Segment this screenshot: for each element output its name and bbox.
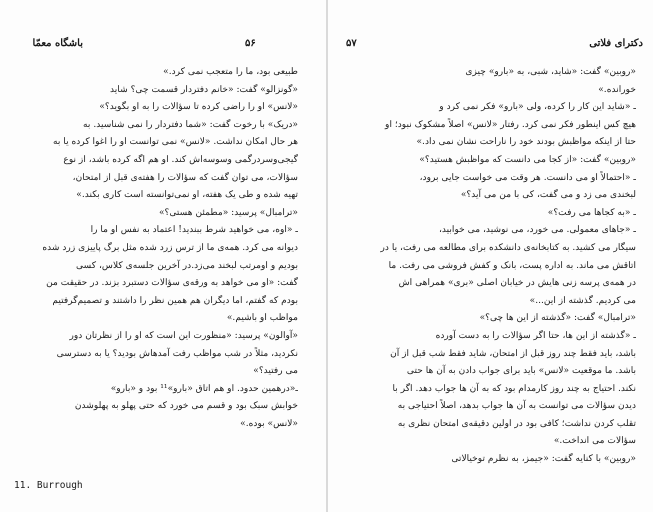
text-line: لبخندی می زد و می گفت، کی با من می آید؟» [460,190,636,201]
text-line: «گونزالو» گفت: «خانم دفتردار قسمت چی؟ شاید [110,84,298,95]
text-line: می کردیم. گذشته از این...» [529,295,636,306]
text-line: سیگار می کشید. به کتابخانه‌ی دانشکده برای مطالعه می رفت، یا در [380,242,636,253]
book-gutter [326,0,328,512]
text-line: مواظب او باشیم.» [226,313,298,324]
text-line: ـ «احتمالاً او می دانست. هر وقت می خواست جایی برود، [419,172,636,183]
text-line: «روبین» با کنایه گفت: «جیمز، به نظرم توخیالاتی [451,454,636,465]
text-line: گفت: «او می خواهد به ورقه‌ی سؤالات دستبرد بزند. در حقیقت من [46,278,298,289]
text-line: سؤالات، می توان گفت که سؤالات را هفته‌ی قبل از امتحان، [72,172,298,183]
left-page-number: ۵۶ [245,38,256,49]
text-line: بودیم و او‌مرتب لبخند می‌زد.در آخرین جلسه‌ی کلاس، کسی [76,260,298,271]
right-page-number: ۵۷ [346,38,357,49]
text-line: «دریک» با رخوت گفت: «شما دفتردار را نمی شناسید. به [83,119,298,130]
right-running-title: دکترای فلاتی [589,38,643,49]
text-line: ـ «اوه، می خواهید شرط ببندید! اعتماد به نفس او ما را [90,225,298,236]
text-line: خوابش سبک بود و قسم می خورد که حتی پهلو به پهلوشدن [74,401,298,412]
text-line: «لانس» او را راضی کرده تا سؤالات را به او بگوید؟» [99,102,298,113]
text-line: «آوالون» پرسید: «منظورت این است که او را از نظرتان دور [69,330,298,341]
text-line: تهیه شده و طی یک هفته، او نمی‌توانسته است کاری بکند.» [76,190,298,201]
text-line: دیدن سؤالات می توانست به آن ها جواب بدهد، اصلاً احتیاجی به [397,401,636,412]
left-running-title: باشگاه معمّا [32,38,83,49]
left-body-text [38,64,298,433]
text-line: «ترامبال» گفت: «گذشته از این ها چی؟» [479,313,636,324]
text-line: تقلب کردن نداشت؛ کافی بود در اولین دقیقه‌ی امتحان نظری به [397,418,636,429]
text-line: باشد، باید فقط چند روز قبل از امتحان، شاید فقط شب قبل از آن [390,348,636,359]
text-line: ـ«درهمین حدود. او هم اتاق «بارو»¹¹ بود و «بارو» [110,383,298,394]
text-line: ـ «گذشته از این ها، حتا اگر سؤالات را به دست آورده [435,330,636,341]
text-line: هر حال امکان نداشت. «لانس» نمی توانست او را اغوا کرده یا به [53,137,298,148]
text-line: ـ «به کجاها می رفت؟» [547,207,636,218]
text-line: خورانده.» [598,84,636,95]
text-line: اتاقش می ماند. به اداره پست، بانک و کفش فروشی می رفت. ما [388,260,636,271]
text-line: «لانس» بوده.» [240,418,298,429]
text-line: «ترامبال» پرسید: «مطمئن هستی؟» [158,207,298,218]
text-line: بودم که گفتم، اما دیگران هم همین نظر را داشتند و تصمیم‌گرفتیم [52,295,298,306]
footnote: 11. Burrough [14,480,83,491]
text-line: سؤالات می انداخت.» [553,436,636,447]
right-body-text [336,64,636,469]
text-line: می رفتید؟» [253,366,298,377]
text-line: نکردید، مثلاً در شب مواظب رفت آمدهاش بودید؟ یا به دسترسی [56,348,298,359]
text-line: در همه‌ی پرسه زنی هایش در خیابان اصلی «بری» همراهی اش [398,278,636,289]
text-line: حتا از اینکه مواظبش بودند خود را ناراحت نشان نمی داد.» [416,137,636,148]
text-line: ـ «شاید این کار را کرده، ولی «بارو» فکر نمی کرد و [439,102,636,113]
text-line: طبیعی بود، ما را متعجب نمی کرد.» [163,67,298,77]
text-line: دیوانه می کرد. همه‌ی ما از ترس زرد شده مثل برگ پاییزی زرد شده [42,242,298,253]
text-line: ـ «جاهای معمولی. می خورد، می نوشید، می خوابید، [438,225,636,236]
text-line: «روبین» گفت: «از کجا می دانست که مواظبش هستید؟» [419,154,636,165]
text-line: «روبین» گفت: «شاید، شبی، به «بارو» چیزی [465,67,636,77]
text-line: باشد. ما موقعیت «لانس» باید برای جواب دادن به آن ها حتی [406,366,636,377]
right-page [328,0,653,512]
text-line: گیجی‌و‌سردرگمی وسوسه‌اش کند. او هم اگه کرده باشد، از نوع [63,154,298,165]
left-page [0,0,326,512]
text-line: هیچ کس اینطور فکر نمی کرد. رفتار «لانس» اصلاً مشکوک نبود؛ او [385,119,636,130]
text-line: نکند. احتیاج به چند روز کارمدام بود که به آن ها جواب دهد. اگر با [392,383,636,394]
